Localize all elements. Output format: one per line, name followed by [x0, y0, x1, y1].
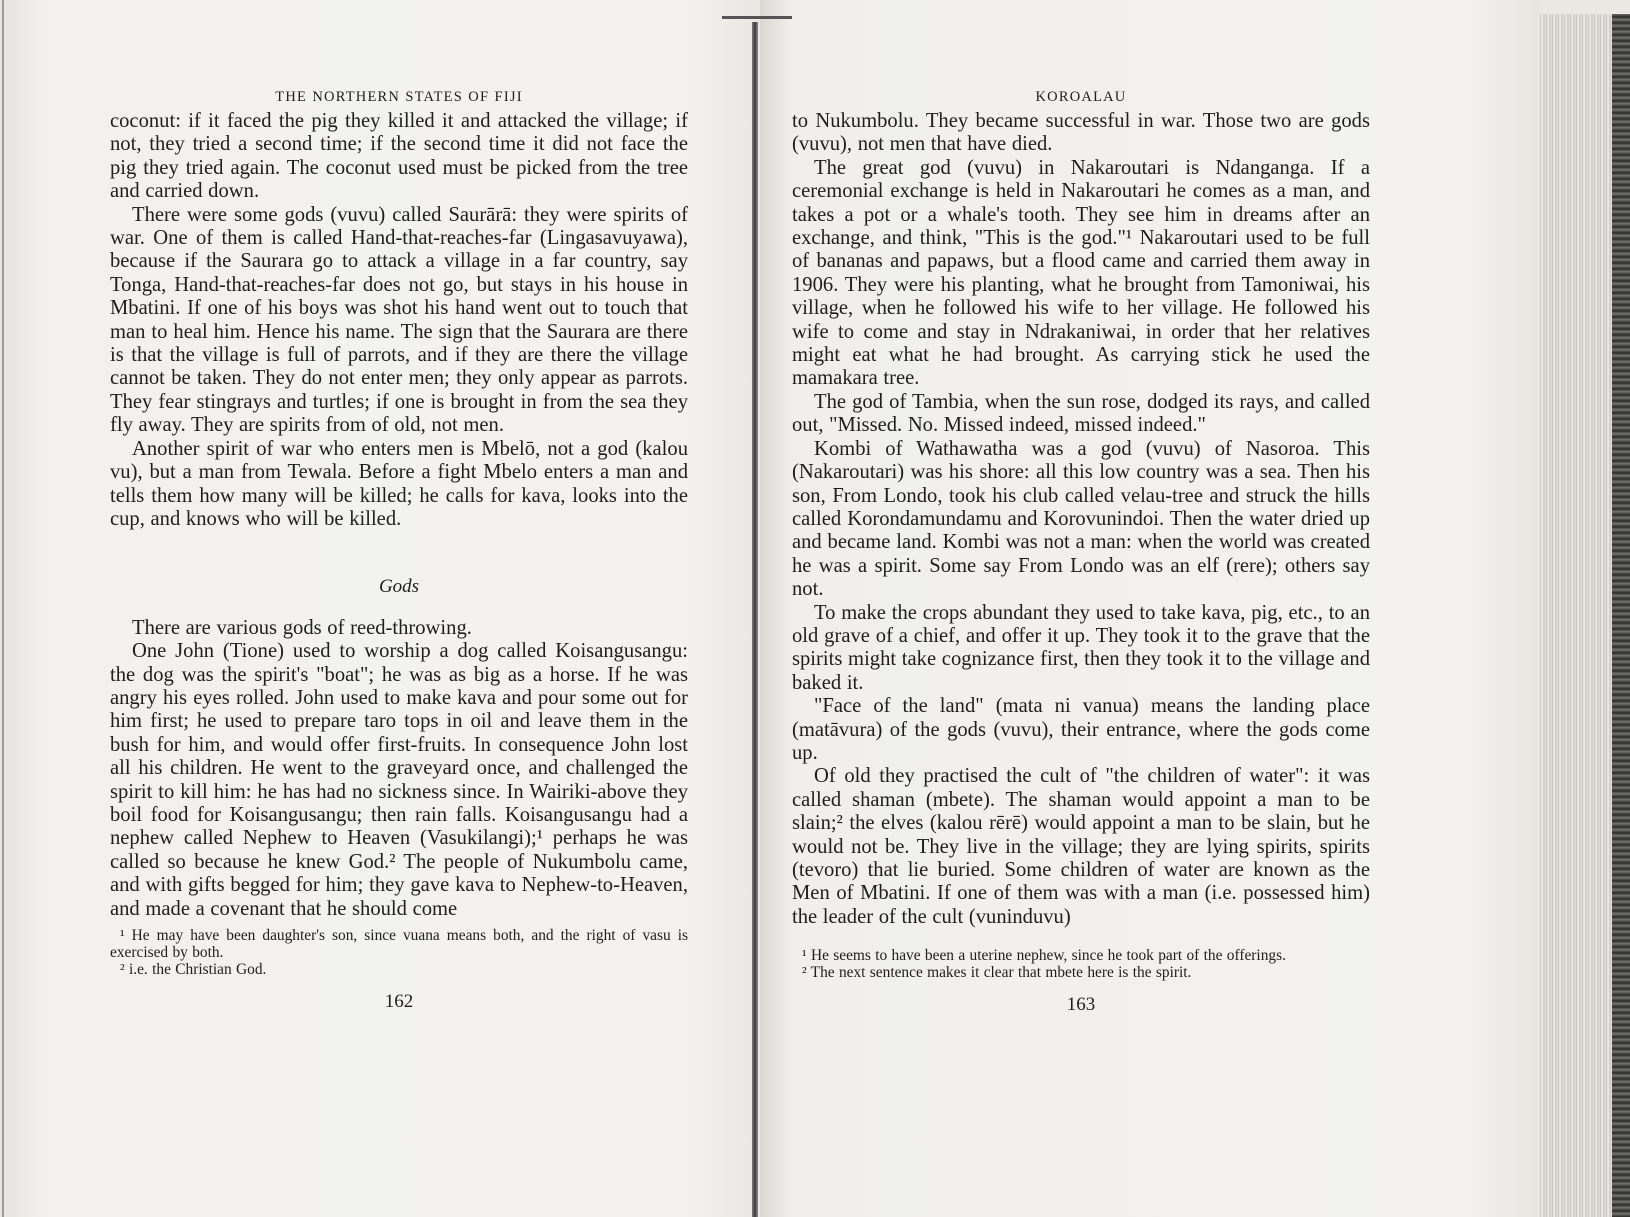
footnote: ¹ He may have been daughter's son, since vuana means both, and the right of vasu is exercised by both.: [110, 927, 688, 961]
footnote: ² The next sentence makes it clear that mbete here is the spirit.: [802, 964, 1192, 982]
paragraph: To make the crops abundant they used to take kava, pig, etc., to an old grave of a chief, and offer it up. They took it to the grave that the spirits might take cognizance first, then they took it to the village and baked it.: [792, 601, 1370, 694]
paragraph: Of old they practised the cult of "the children of water": it was called shaman (mbete). The shaman would appoint a man to be slain;² the elves (kalou rērē) would appoint a man to be slain, but he would not be. They live in the village; they are lying spirits, spirits (tevoro) that lie buried. Some children of water are known as the Men of Mbatini. If one of them was with a man (i.e. possessed him) the leader of the cult (vuninduvu): [792, 765, 1370, 928]
page-edge-left: [2, 0, 4, 1217]
paragraph: The god of Tambia, when the sun rose, dodged its rays, and called out, "Missed. No. Missed indeed, missed indeed.": [792, 390, 1370, 437]
paragraph: Another spirit of war who enters men is Mbelō, not a god (kalou vu), but a man from Tewala. Before a fight Mbelo enters a man and tells them how many will be killed; he calls for kava, looks into the cup, and knows who will be killed.: [110, 437, 688, 530]
right-footnotes: [792, 947, 1370, 981]
paragraph: "Face of the land" (mata ni vanua) means the landing place (matāvura) of the gods (vuvu), their entrance, where the gods come up.: [792, 695, 1370, 764]
paragraph: Kombi of Wathawatha was a god (vuvu) of Nasoroa. This (Nakaroutari) was his shore: all this low country was a sea. Then his son, From Londo, took his club called velau-tree and struck the hills called Korondamundamu and Korovunindoi. Then the water dried up and became land. Kombi was not a man: when the world was created he was a spirit. Some say From Londo was an elf (rere); others say not.: [792, 437, 1370, 601]
gutter-top-mark: [722, 16, 792, 19]
paragraph: There were some gods (vuvu) called Saurārā: they were spirits of war. One of them is called Hand-that-reaches-far (Lingasavuyawa), because if the Saurara go to attack a village in a far country, say Tonga, Hand-that-reaches-far does not go, but stays in his house in Mbatini. If one of his boys was shot his hand went out to touch that man to heal him. Hence his name. The sign that the Saurara are there is that the village is full of parrots, and if they are there the village cannot be taken. They do not enter men; they only appear as parrots. They fear stingrays and turtles; if one is brought in from the sea they fly away. They are spirits from of old, not men.: [110, 203, 688, 437]
paragraph: The great god (vuvu) in Nakaroutari is Ndanganga. If a ceremonial exchange is held in Nakaroutari he comes as a man, and takes a pot or a whale's tooth. They see him in dreams after an exchange, and think, "This is the god."¹ Nakaroutari used to be full of bananas and papaws, but a flood came and carried them away in 1906. They were his planting, what he brought from Tamoniwai, his village, when he followed his wife to her village. He followed his wife to come and stay in Ndrakaniwai, in order that her relatives might eat what he had brought. As carrying stick he used the mamakara tree.: [792, 156, 1370, 390]
footnote: ² i.e. the Christian God.: [120, 961, 267, 978]
left-column: [110, 89, 688, 1013]
book-gutter: [752, 22, 758, 1217]
footnote: ¹ He seems to have been a uterine nephew, since he took part of the offerings.: [802, 947, 1286, 965]
paragraph: coconut: if it faced the pig they killed it and attacked the village; if not, they tried a second time; if the second time it did not face the pig they tried again. The coconut used must be picked from the tree and carried down.: [110, 110, 688, 203]
section-heading-gods: Gods: [378, 576, 420, 598]
paragraph: There are various gods of reed-throwing.: [132, 616, 472, 639]
cover-edge: [1612, 14, 1630, 1217]
page-number-right: 163: [1066, 994, 1096, 1016]
left-footnotes: [110, 927, 688, 978]
paragraph: One John (Tione) used to worship a dog called Koisangusangu: the dog was the spirit's "boat"; he was as big as a horse. If he was angry his eyes rolled. John used to make kava and pour some out for him first; he used to prepare taro tops in oil and leave them in the bush for him, and would offer first-fruits. In consequence John lost all his children. He went to the graveyard once, and challenged the spirit to kill him: he has had no sickness since. In Wairiki-above they boil food for Koisangusangu; then rain falls. Koisangusangu had a nephew called Nephew to Heaven (Vasukilangi);¹ perhaps he was called so because he knew God.² The people of Nukumbolu came, and with gifts begged for him; they gave kava to Nephew-to-Heaven, and made a covenant that he should come: [110, 640, 688, 920]
page-number-left: 162: [384, 991, 414, 1012]
right-running-head: KOROALAU: [1035, 89, 1127, 105]
left-running-head: THE NORTHERN STATES OF FIJI: [275, 89, 523, 105]
paragraph: to Nukumbolu. They became successful in war. Those two are gods (vuvu), not men that have died.: [792, 110, 1370, 156]
right-column: [792, 89, 1370, 1017]
